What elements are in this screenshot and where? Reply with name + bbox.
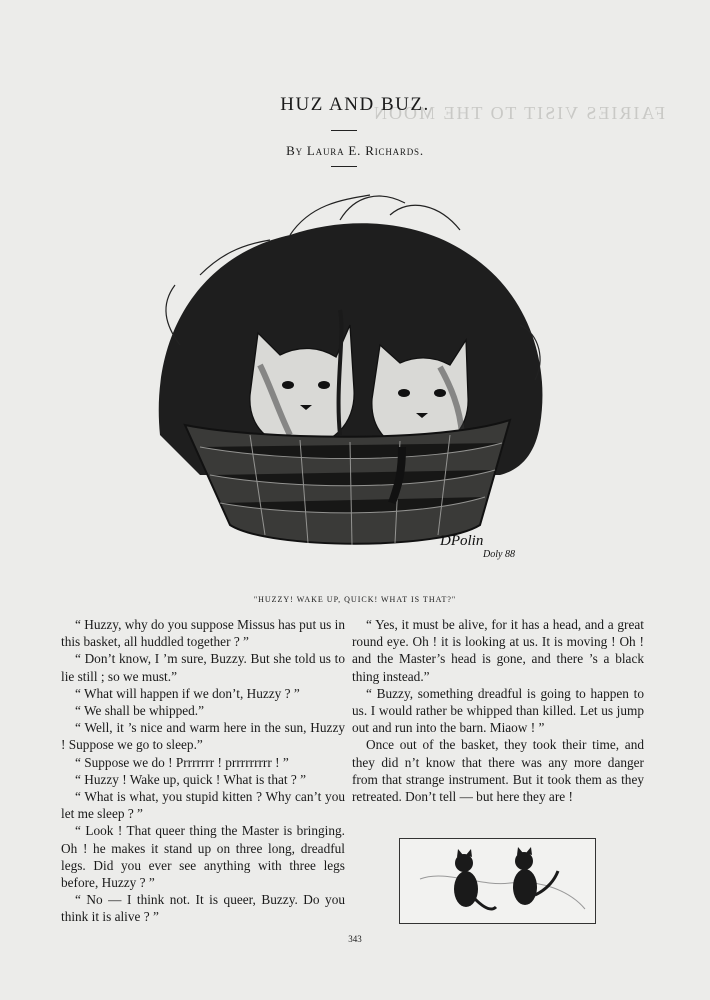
illustration-caption: "HUZZY! WAKE UP, QUICK! WHAT IS THAT?" [253,595,457,604]
two-kittens-walking-away-illustration [399,838,596,924]
paragraph: “ Suppose we do ! Prrrrrrr ! prrrrrrrrr ! ” [75,754,289,770]
paragraph: “ Don’t know, I ’m sure, Buzzy. But she told us to lie still ; so we must.” [61,651,345,684]
paragraph: “ Huzzy, why do you suppose Missus has put us in this basket, all huddled together ? ” [61,617,345,650]
bleed-through-text: FAIRIES VISIT TO THE MOON [372,103,666,123]
right-column [352,616,644,805]
signature-date: Doly 88 [483,549,515,560]
paragraph: “ Buzzy, something dreadful is going to happen to us. I would rather be whipped than killed. Let us jump out and run into the barn. Miaow ! ” [352,685,644,736]
paragraph: “ Look ! That queer thing the Master is bringing. Oh ! he makes it stand up on three long, dreadful legs. Did you ever see anything with three legs before, Huzzy ? ” [61,823,345,891]
paragraph: “ Well, it ’s nice and warm here in the sun, Huzzy ! Suppose we go to sleep.” [61,720,345,753]
paragraph: “ Yes, it must be alive, for it has a head, and a great round eye. Oh ! it is looking at us. It is moving ! Oh ! and the Master’s head is gone, and there ’s a black thing instead.” [352,617,644,684]
byline: By Laura E. Richards. [286,143,424,158]
paragraph: Once out of the basket, they took their time, and they did n’t know that there was any more danger from that strange instrument. But it took them as they retreated. Don’t tell — but here they are ! [352,737,644,805]
left-column [61,616,345,926]
paragraph: “ No — I think not. It is queer, Buzzy. Do you think it is alive ? ” [61,892,345,925]
paragraph: “ What will happen if we don’t, Huzzy ? ” [75,685,300,701]
byline-rule [331,166,357,167]
artist-signature: DPolin [440,533,484,549]
paragraph: “ We shall be whipped.” [75,703,205,719]
article-title: HUZ AND BUZ. [280,94,430,115]
page-number: 343 [348,934,362,944]
title-rule [331,130,357,131]
paragraph: “ What is what, you stupid kitten ? Why can’t you let me sleep ? ” [61,789,345,822]
paragraph: “ Huzzy ! Wake up, quick ! What is that ? ” [75,771,307,787]
kittens-in-basket-illustration [140,185,560,595]
